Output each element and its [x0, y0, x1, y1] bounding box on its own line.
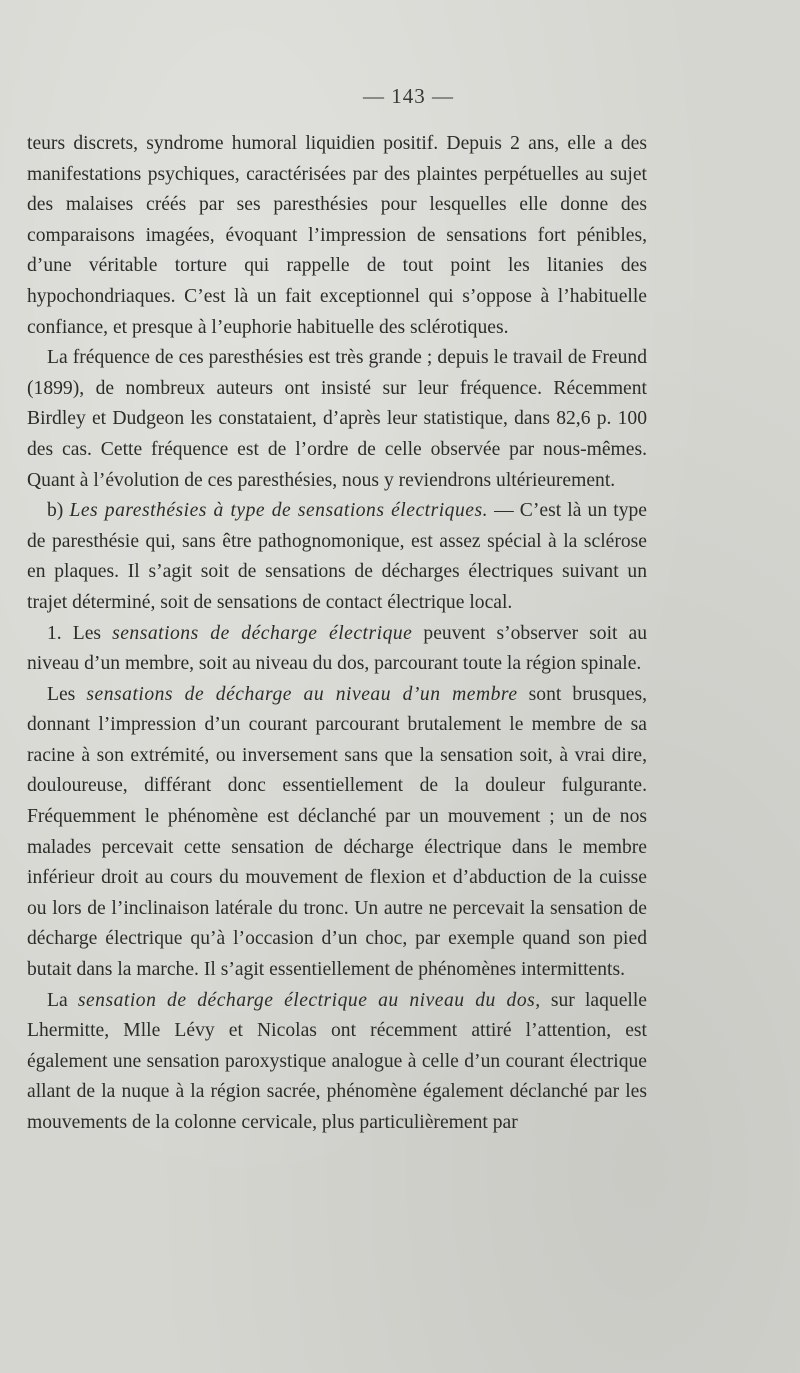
paragraph-6	[27, 986, 647, 1139]
paragraph-1	[27, 129, 647, 343]
paragraph-3-italic: Les paresthésies à type de sensations électriques.	[69, 500, 488, 522]
paragraph-4-text: peuvent s’observer soit au niveau d’un membre, soit au niveau du dos, parcourant toute la région spinale.	[27, 622, 647, 675]
paragraph-1-text: teurs discrets, syndrome humoral liquidien positif. Depuis 2 ans, elle a des manifestations psychiques, caractérisées par des plaintes perpétuelles au sujet des malaises créés par ses paresthésies pour lesquelles elle donne des comparaisons imagées, évoquant l’impression de sensations fort pénibles, d’une véritable torture qui rappelle de tout point les litanies des hypochondriaques. C’est là un fait exceptionnel qui s’oppose à l’habituelle confiance, et presque à l’euphorie habituelle des sclérotiques.	[27, 133, 647, 338]
body-text	[27, 129, 647, 1139]
paragraph-5-italic: sensations de décharge au niveau d’un membre	[86, 683, 518, 705]
paragraph-3-text: — C’est là un type de paresthésie qui, sans être pathognomonique, est assez spécial à la sclérose en plaques. Il s’agit soit de sensations de décharges électriques suivant un trajet déterminé, soit de sensations de contact électrique local.	[27, 500, 647, 613]
paragraph-2	[27, 343, 647, 496]
paragraph-5-text: sont brusques, donnant l’impression d’un courant parcourant brutalement le membre de sa racine à son extrémité, ou inversement sans que la sensation soit, à vrai dire, douloureuse, différant donc essentiellement de la douleur fulgurante. Fréquemment le phénomène est déclanché par un mouvement ; un de nos malades percevait cette sensation de décharge électrique dans le membre inférieur droit au cours du mouvement de flexion et d’abduction de la cuisse ou lors de l’inclinaison latérale du tronc. Un autre ne percevait la sensation de décharge électrique qu’à l’occasion d’un choc, par exemple quand son pied butait dans la marche. Il s’agit essentiellement de phénomènes intermittents.	[27, 683, 647, 981]
paragraph-3	[27, 496, 647, 618]
paragraph-5	[27, 680, 647, 986]
paragraph-5-lead: Les	[47, 683, 87, 705]
paragraph-2-text: La fréquence de ces paresthésies est très grande ; depuis le travail de Freund (1899), de nombreux auteurs ont insisté sur leur fréquence. Récemment Birdley et Dudgeon les constataient, d’après leur statistique, dans 82,6 p. 100 des cas. Cette fréquence est de l’ordre de celle observée par nous-mêmes. Quant à l’évolution de ces paresthésies, nous y reviendrons ultérieurement.	[27, 347, 647, 491]
page-number: — 143 —	[363, 84, 454, 108]
paragraph-6-italic: sensation de décharge électrique au niveau du dos,	[77, 989, 541, 1011]
paragraph-3-lead: b)	[47, 500, 70, 522]
paragraph-4	[27, 619, 647, 680]
paragraph-4-lead: 1. Les	[47, 622, 113, 644]
paragraph-6-lead: La	[47, 989, 78, 1011]
paragraph-6-text: sur laquelle Lhermitte, Mlle Lévy et Nicolas ont récemment attiré l’attention, est également une sensation paroxystique analogue à celle d’un courant électrique allant de la nuque à la région sacrée, phénomène également déclanché par les mouvements de la colonne cervicale, plus particulièrement par	[27, 989, 647, 1133]
paragraph-4-italic: sensations de décharge électrique	[112, 622, 413, 644]
